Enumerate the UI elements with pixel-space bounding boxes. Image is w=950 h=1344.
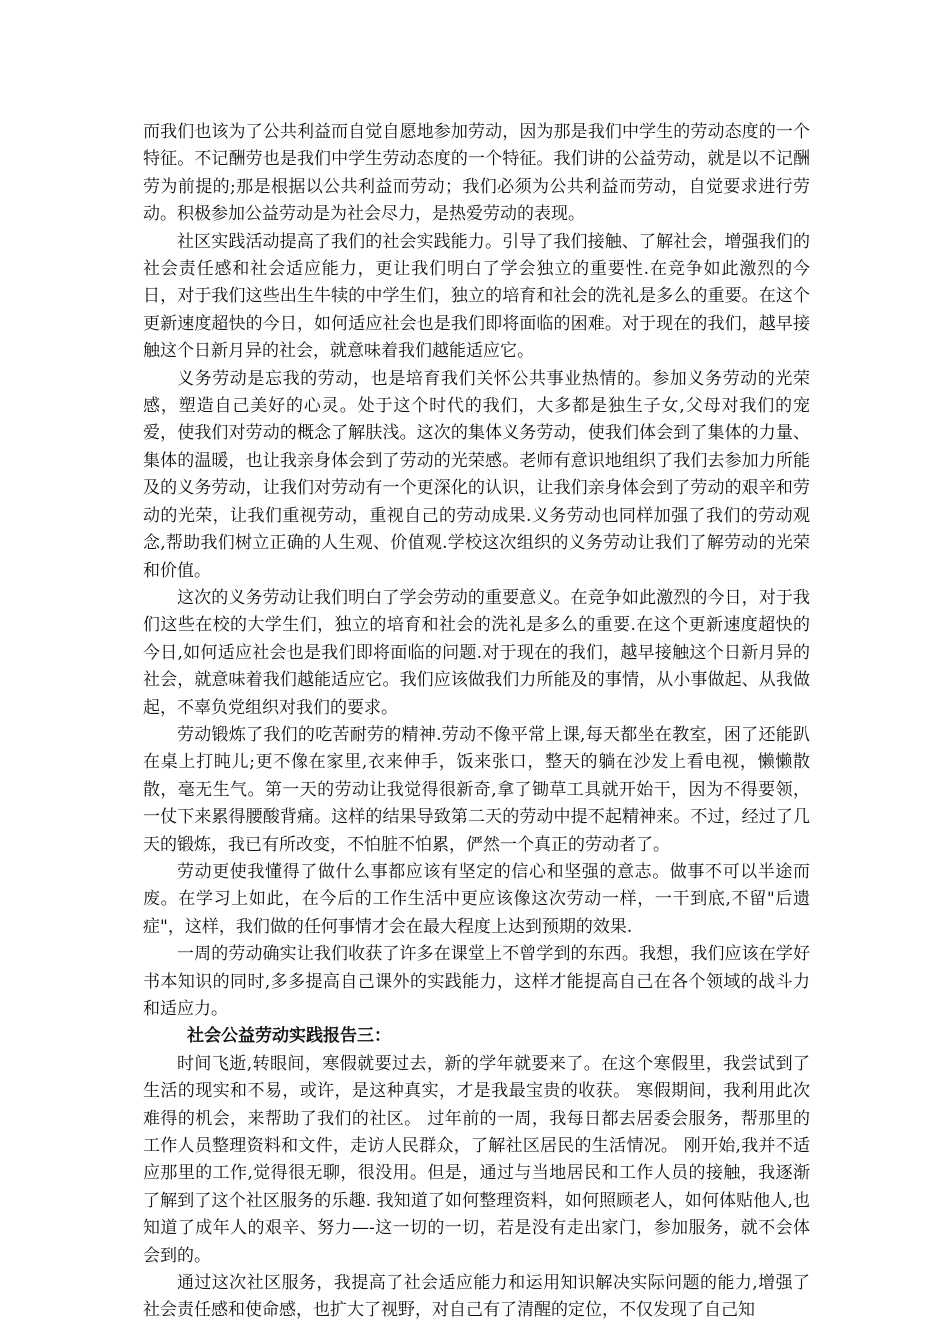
paragraph-5: 劳动锻炼了我们的吃苦耐劳的精神.劳动不像平常上课,每天都坐在教室，困了还能趴在桌上打盹儿;更不像在家里,衣来伸手，饭来张口，整天的躺在沙发上看电视，懒懒散散，毫无生气。第一天的劳动让我觉得很新奇,拿了锄草工具就开始干，因为不得要领，一仗下来累得腰酸背痛。这样的结果导致第二天的劳动中提不起精神来。不过，经过了几天的锻炼，我已有所改变，不怕脏不怕累，俨然一个真正的劳动者了。 xyxy=(143,724,810,855)
document-body xyxy=(143,119,810,1325)
section-heading: 社会公益劳动实践报告三： xyxy=(187,1026,391,1047)
paragraph-2: 社区实践活动提高了我们的社会实践能力。引导了我们接触、了解社会，增强我们的社会责任感和社会适应能力，更让我们明白了学会独立的重要性.在竞争如此激烈的今日，对于我们这些出生牛犊的中学生们，独立的培育和社会的洗礼是多么的重要。在这个更新速度超快的今日，如何适应社会也是我们即将面临的困难。对于现在的我们，越早接触这个日新月异的社会，就意味着我们越能适应它。 xyxy=(143,231,810,362)
paragraph-9: 通过这次社区服务，我提高了社会适应能力和运用知识解决实际问题的能力,增强了社会责任感和使命感，也扩大了视野，对自己有了清醒的定位，不仅发现了自己知 xyxy=(143,1273,810,1321)
paragraph-6: 劳动更使我懂得了做什么事都应该有坚定的信心和坚强的意志。做事不可以半途而废。在学习上如此，在今后的工作生活中更应该像这次劳动一样，一干到底,不留"后遗症"，这样，我们做的任何事情才会在最大程度上达到预期的效果. xyxy=(143,861,810,937)
paragraph-8: 时间飞逝,转眼间，寒假就要过去，新的学年就要来了。在这个寒假里，我尝试到了生活的现实和不易，或许，是这种真实，才是我最宝贵的收获。 寒假期间，我利用此次难得的机会，来帮助了我们的社区。 过年前的一周，我每日都去居委会服务，帮那里的工作人员整理资料和文件，走访人民群众，了解社区居民的生活情况。 刚开始,我并不适应那里的工作,觉得很无聊，很没用。但是，通过与当地居民和工作人员的接触，我逐渐了解到了这个社区服务的乐趣. 我知道了如何整理资料，如何照顾老人，如何体贴他人,也知道了成年人的艰辛、努力—-这一切的一切，若是没有走出家门，参加服务，就不会体会到的。 xyxy=(143,1053,810,1266)
paragraph-7: 一周的劳动确实让我们收获了许多在课堂上不曾学到的东西。我想，我们应该在学好书本知识的同时,多多提高自己课外的实践能力，这样才能提高自己在各个领域的战斗力和适应力。 xyxy=(143,944,810,1019)
paragraph-3: 义务劳动是忘我的劳动，也是培育我们关怀公共事业热情的。参加义务劳动的光荣感，塑造自己美好的心灵。处于这个时代的我们，大多都是独生子女,父母对我们的宠爱，使我们对劳动的概念了解肤浅。这次的集体义务劳动，使我们体会到了集体的力量、集体的温暖，也让我亲身体会到了劳动的光荣感。老师有意识地组织了我们去参加力所能及的义务劳动，让我们对劳动有一个更深化的认识，让我们亲身体会到了劳动的艰辛和劳动的光荣，让我们重视劳动，重视自己的劳动成果.义务劳动也同样加强了我们的劳动观念,帮助我们树立正确的人生观、价值观.学校这次组织的义务劳动让我们了解劳动的光荣和价值。 xyxy=(143,368,810,581)
paragraph-1: 而我们也该为了公共利益而自觉自愿地参加劳动，因为那是我们中学生的劳动态度的一个特征。不记酬劳也是我们中学生劳动态度的一个特征。我们讲的公益劳动，就是以不记酬劳为前提的;那是根据以公共利益而劳动；我们必须为公共利益而劳动，自觉要求进行劳动。积极参加公益劳动是为社会尽力，是热爱劳动的表现。 xyxy=(143,122,810,225)
paragraph-4: 这次的义务劳动让我们明白了学会劳动的重要意义。在竞争如此激烈的今日，对于我们这些在校的大学生们，独立的培育和社会的洗礼是多么的重要.在这个更新速度超快的今日,如何适应社会也是我们即将面临的问题.对于现在的我们，越早接触这个日新月异的社会，就意味着我们越能适应它。我们应该做我们力所能及的事情，从小事做起、从我做起，不辜负党组织对我们的要求。 xyxy=(143,587,810,718)
